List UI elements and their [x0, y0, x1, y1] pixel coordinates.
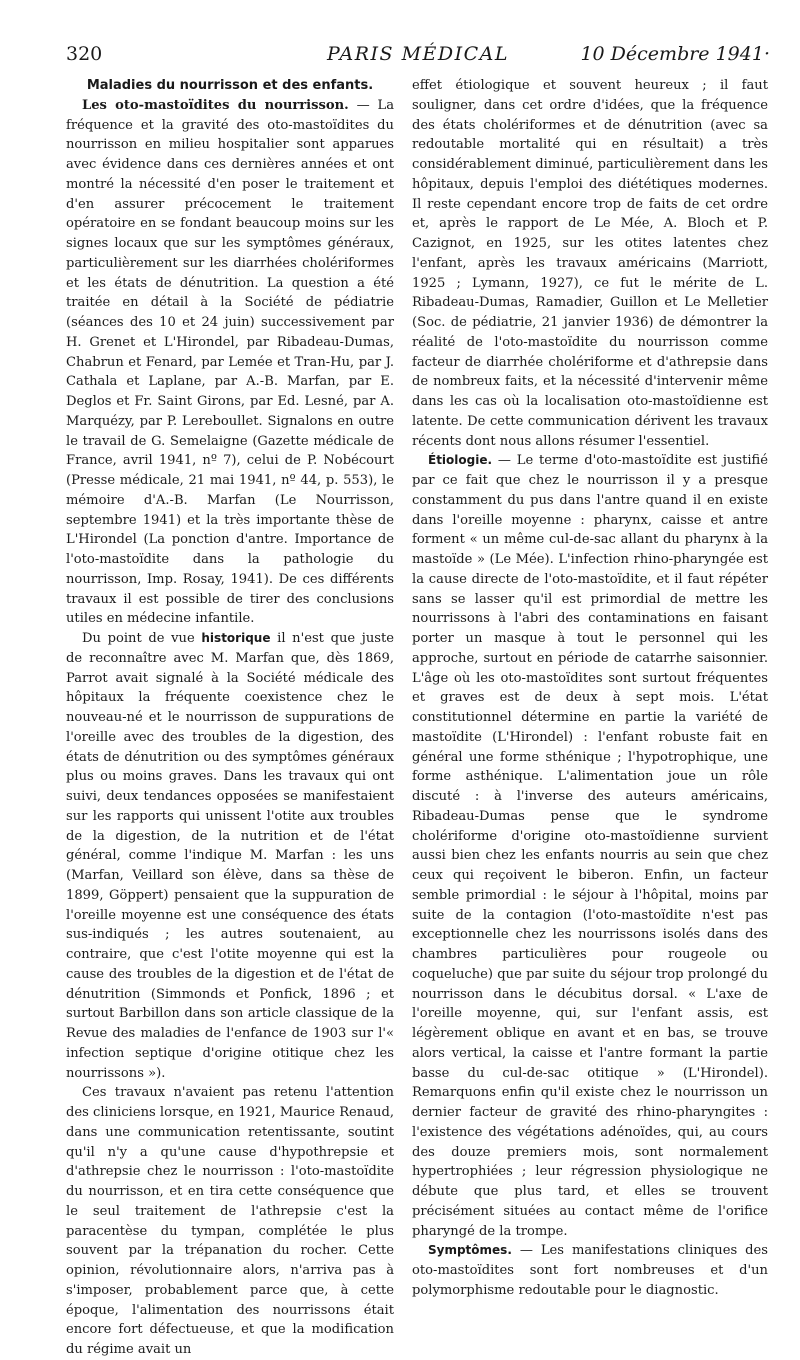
section-title: Maladies du nourrisson et des enfants.	[86, 78, 374, 93]
paragraph-etiologie	[412, 451, 768, 1241]
paragraph-text: Ces travaux n'avaient pas retenu l'attention des cliniciens lorsque, en 1921, Maurice Renaud, dans une communication retentissante, soutint qu'il n'y a qu'une cause d'hypothrepsie et d'athrepsie chez le nourrisson : l'oto-mastoïdite du nourrisson, et en tira cette conséquence que le seul traitement de l'athrepsie c'est la paracentèse du tympan, complétée le plus souvent par la trépanation du rocher. Cette opinion, révolutionnaire alors, n'arriva pas à s'imposer, probablement parce que, à cette époque, l'alimentation des nourrissons était encore fort défectueuse, et que la modification du régime avait un	[66, 1085, 395, 1357]
paragraph-text: Du point de vue	[82, 631, 202, 646]
paragraph-text: — Les manifestations cliniques des oto-mastoïdites sont fort nombreuses et d'un polymorphisme redoutable pour le diagnostic.	[412, 1243, 768, 1298]
run-in-heading: historique	[201, 631, 271, 645]
right-column	[412, 76, 768, 1301]
paragraph-text: effet étiologique et souvent heureux ; il faut souligner, dans cet ordre d'idées, que la fréquence des états cholériformes et de dénutrition (avec sa redoutable mortalité qui en résultait) a très considérablement diminué, particulièrement dans les hôpitaux, depuis l'emploi des diététiques modernes. Il reste cependant encore trop de faits de cet ordre et, après le rapport de Le Mée, A. Bloch et P. Cazignot, en 1925, sur les otites latentes chez l'enfant, après les travaux américains (Marriott, 1925 ; Lymann, 1927), ce fut le mérite de L. Ribadeau-Dumas, Ramadier, Guillon et Le Melletier (Soc. de pédiatrie, 21 janvier 1936) de démontrer la réalité de l'oto-mastoïdite du nourrisson comme facteur de diarrhée cholériforme et d'athrepsie dans de nombreux faits, et la nécessité d'intervenir même dans les cas où la localisation oto-mastoïdienne est latente. De cette communication dérivent les travaux récents dont nous allons résumer l'essentiel.	[412, 78, 768, 449]
running-header	[66, 41, 770, 71]
page-number: 320	[66, 43, 103, 65]
paragraph-historique	[66, 629, 394, 1083]
paragraph-lead: Les oto-mastoïdites du nourrisson.	[82, 97, 349, 113]
paragraph-text: il n'est que juste de reconnaître avec M. Marfan que, dès 1869, Parrot avait signalé à la Société médicale des hôpitaux la fréquente coexistence chez le nouveau-né et le nourrisson de suppurations de l'oreille avec des troubles de la digestion, des états de dénutrition ou des symptômes généraux plus ou moins graves. Dans les travaux qui ont suivi, deux tendances opposées se manifestaient sur les rapports qui unissent l'otite aux troubles de la digestion, de la nutrition et de l'état général, comme l'indique M. Marfan : les uns (Marfan, Veillard son élève, dans sa thèse de 1899, Göppert) pensaient que la suppuration de l'oreille moyenne est une conséquence des états sus-indiqués ; les autres soutenaient, au contraire, que c'est l'otite moyenne qui est la cause des troubles de la digestion et de l'état de dénutrition (Simmonds et Ponfick, 1896 ; et surtout Barbillon dans son article classique de la Revue des maladies de l'enfance de 1903 sur l'« infection septique d'origine otitique chez les nourrissons »).	[66, 631, 395, 1081]
paragraph-continuation	[412, 76, 768, 451]
run-in-heading: Étiologie.	[428, 453, 493, 468]
paragraph-renaud	[66, 1083, 394, 1360]
paragraph-text: — Le terme d'oto-mastoïdite est justifié par ce fait que chez le nourrisson il y a presque constamment du pus dans l'antre quand il en existe dans l'oreille moyenne : pharynx, caisse et antre forment « un même cul-de-sac allant du pharynx à la mastoïde » (Le Mée). L'infection rhino-pharyngée est la cause directe de l'oto-mastoïdite, et il faut répéter sans se lasser qu'il est primordial de mettre les nourrissons à l'abri des contaminations en faisant porter un masque à tout le personnel qui les approche, surtout en période de catarrhe saisonnier. L'âge où les oto-mastoïdites sont surtout fréquentes et graves est de deux à sept mois. L'état constitutionnel détermine en partie la variété de mastoïdite (L'Hirondel) : l'enfant robuste fait en général une forme sthénique ; l'hypotrophique, une forme asthénique. L'alimentation joue un rôle discuté : à l'inverse des auteurs américains, Ribadeau-Dumas pense que le syndrome cholériforme d'origine oto-mastoïdienne survient aussi bien chez les enfants nourris au sein que chez ceux qui reçoivent le biberon. Enfin, un facteur semble primordial : le séjour à l'hôpital, moins par suite de la contagion (l'oto-mastoïdite n'est pas exceptionnelle chez les nourrissons isolés dans des chambres particulières pour rougeole ou coqueluche) que par suite du séjour trop prolongé du nourrisson dans le décubitus dorsal. « L'axe de l'oreille moyenne, qui, sur l'enfant assis, est légèrement oblique en avant et en bas, se trouve alors vertical, la caisse et l'antre formant la partie basse du cul-de-sac otitique » (L'Hirondel). Remarquons enfin qu'il existe chez le nourrisson un dernier facteur de gravité des rhino-pharyngites : l'existence des végétations adénoïdes, qui, au cours des douze premiers mois, sont normalement hypertrophiées ; leur régression physiologique ne débute que plus tard, et elles se trouvent précisément situées au contact même de l'orifice pharyngé de la trompe.	[412, 453, 768, 1239]
run-in-heading: Symptômes.	[428, 1243, 512, 1258]
running-title: PARIS MÉDICAL	[326, 43, 510, 65]
paragraph-symptomes	[412, 1241, 768, 1300]
issue-date: 10 Décembre 1941·	[580, 43, 770, 65]
paragraph-intro	[66, 96, 394, 629]
paragraph-text: — La fréquence et la gravité des oto-mastoïdites du nourrisson en milieu hospitalier sont apparues avec évidence dans ces dernières années et ont montré la nécessité d'en poser le traitement et d'en assurer précocement le traitement opératoire en se fondant beaucoup moins sur les signes locaux que sur les symptômes généraux, particulièrement sur les diarrhées cholériformes et les états de dénutrition. La question a été traitée en détail à la Société de pédiatrie (séances des 10 et 24 juin) successivement par H. Grenet et L'Hirondel, par Ribadeau-Dumas, Chabrun et Fenard, par Lemée et Tran-Hu, par J. Cathala et Laplane, par A.-B. Marfan, par E. Deglos et Fr. Saint Girons, par Ed. Lesné, par A. Marquézy, par P. Lereboullet. Signalons en outre le travail de G. Semelaigne (Gazette médicale de France, avril 1941, nº 7), celui de P. Nobécourt (Presse médicale, 21 mai 1941, nº 44, p. 553), le mémoire d'A.-B. Marfan (Le Nourrisson, septembre 1941) et la très importante thèse de L'Hirondel (La ponction d'antre. Importance de l'oto-mastoïdite dans la pathologie du nourrisson, Imp. Rosay, 1941). De ces différents travaux il est possible de tirer des conclusions utiles en médecine infantile.	[66, 97, 395, 627]
left-column	[66, 76, 394, 1360]
